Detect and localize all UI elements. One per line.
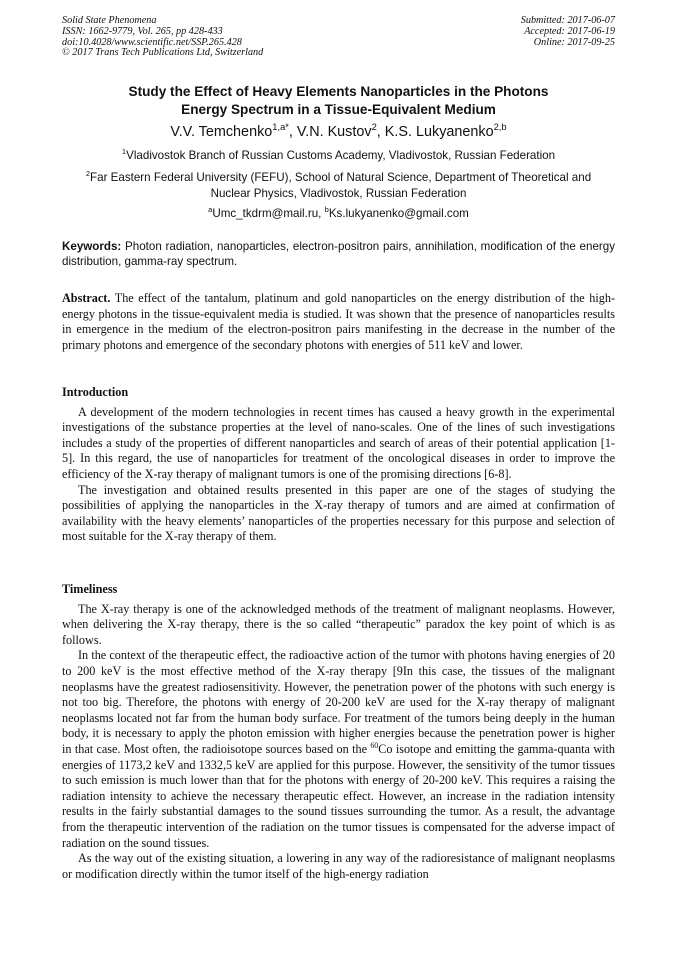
author-separator: , bbox=[376, 124, 385, 140]
dates-info bbox=[521, 16, 615, 48]
timeliness-paragraph-3: As the way out of the existing situation, a lowering in any way of the radioresistance of malignant neoplasms or modification directly within the tumor itself of the high-energy radiation bbox=[62, 851, 615, 881]
author-separator: , bbox=[288, 124, 297, 140]
paragraph-text: In the context of the therapeutic effect, the radioactive action of the tumor with photons having energies of 20 to 200 keV is the most effective method of the X-ray therapy [9In this case, the tissues of the malignant neoplasms have the greatest radiosensitivity. However, the penetration power of the photons with such energy is not too big. Therefore, the photons with energy of 20-200 keV are used for the X-ray therapy of malignant neoplasms located not far from the human body surface. For treatment of the tumors being deeply in the human body, it is necessary to apply the photon emission with higher energies because the penetration power is higher in that case. Most often, the radioisotope sources based on the bbox=[62, 648, 615, 756]
doi-line: doi:10.4028/www.scientific.net/SSP.265.428 bbox=[62, 36, 242, 48]
author-affil-mark: 1,a* bbox=[272, 122, 289, 133]
timeliness-paragraph-1: The X-ray therapy is one of the acknowledged methods of the treatment of malignant neoplasms. However, when delivering the X-ray therapy, there is the so called “therapeutic” paradox the key point of which is as follows. bbox=[62, 601, 615, 647]
affil-text: Far Eastern Federal University (FEFU), School of Natural Science, Department of Theoretical and bbox=[90, 171, 592, 184]
author-affil-mark: 2 bbox=[371, 122, 377, 133]
title-line-2: Energy Spectrum in a Tissue-Equivalent Medium bbox=[181, 101, 496, 117]
paragraph-text: Co isotope and emitting the gamma-quanta with energies of 1173,2 keV and 1332,5 keV are applied for this purpose. However, the sensitivity of the tumor tissues to such emission is much lower than that for the photons with energy of 20-200 keV. This requires a raising the radiation intensity to achieve the necessary therapeutic effect. However, an increase in the radiation intensity results in the fairly substantial damages to the sound tissues surrounding the tumor. As a result, the advantage from the therapeutic intervention of the radiation on the tumor tissues is compensated for the adverse impact of radiation on the sound tissues. bbox=[62, 741, 615, 850]
author-name: V.V. Temchenko bbox=[170, 124, 273, 140]
online-date: Online: 2017-09-25 bbox=[533, 36, 615, 48]
keywords-text: Photon radiation, nanoparticles, electron-positron pairs, annihilation, modification of the energy distribution, gamma-ray spectrum. bbox=[62, 240, 615, 268]
author-name: V.N. Kustov bbox=[296, 124, 372, 140]
email-mark: a bbox=[208, 205, 213, 215]
timeliness-section bbox=[62, 582, 615, 882]
abstract-text: The effect of the tantalum, platinum and gold nanoparticles on the energy distribution of the high-energy photons in the tissue-equivalent media is studied. It was shown that the presence of nanoparticles results in emergence in the medium of the electron-positron pairs manifesting in the decrease in the number of the primary photons and emergence of the secondary photons with energies of 511 keV and lower. bbox=[62, 291, 616, 352]
issn-line: ISSN: 1662-9779, Vol. 265, pp 428-433 bbox=[62, 25, 223, 37]
timeliness-heading: Timeliness bbox=[62, 582, 118, 596]
email-mark: b bbox=[324, 205, 329, 215]
affil-mark: 2 bbox=[85, 169, 91, 179]
journal-name: Solid State Phenomena bbox=[62, 15, 157, 26]
title-line-1: Study the Effect of Heavy Elements Nanoparticles in the Photons bbox=[128, 84, 549, 99]
isotope-mass-number: 60 bbox=[370, 740, 379, 750]
introduction-paragraph-1: A development of the modern technologies in recent times has caused a heavy growth in the experimental investigations of the substance properties at the level of nano-scales. One of the lines of such investigations includes a study of the properties of different nanoparticles and search of areas of their potential application [1-5]. In this regard, the use of nanoparticles for treatment of the oncological diseases in order to improve the efficiency of the X-ray therapy of malignant tumors is one of the promising directions [6-8]. bbox=[62, 404, 615, 481]
email-address: Umc_tkdrm@mail.ru bbox=[212, 207, 319, 220]
abstract-block bbox=[62, 291, 615, 353]
affiliation-2 bbox=[62, 170, 615, 201]
affiliation-1 bbox=[62, 148, 615, 164]
introduction-section bbox=[62, 385, 615, 545]
email-line bbox=[62, 206, 615, 222]
affil-text: Vladivostok Branch of Russian Customs Academy, Vladivostok, Russian Federation bbox=[126, 149, 556, 162]
author-list bbox=[62, 123, 615, 141]
introduction-paragraph-2: The investigation and obtained results presented in this paper are one of the stages of studying the possibilities of applying the nanoparticles in the X-ray therapy of tumors and are aimed at confirmation of availability with the heavy elements’ nanoparticles of the properties necessary for this purpose and selection of most suitable for the X-ray therapy of them. bbox=[62, 482, 615, 544]
accepted-date: Accepted: 2017-06-19 bbox=[524, 25, 615, 37]
keywords-block bbox=[62, 240, 615, 269]
paper-title bbox=[62, 83, 615, 118]
email-separator: , bbox=[318, 207, 325, 220]
copyright-line: © 2017 Trans Tech Publications Ltd, Switzerland bbox=[62, 47, 264, 59]
affil-mark: 1 bbox=[121, 147, 127, 157]
affil-text-cont: Nuclear Physics, Vladivostok, Russian Federation bbox=[210, 186, 467, 200]
abstract-label: Abstract. bbox=[62, 291, 111, 305]
email-address: Ks.lukyanenko@gmail.com bbox=[328, 207, 469, 220]
keywords-label: Keywords: bbox=[62, 240, 122, 253]
author-name: K.S. Lukyanenko bbox=[384, 124, 494, 140]
timeliness-paragraph-2 bbox=[62, 648, 615, 851]
submitted-date: Submitted: 2017-06-07 bbox=[520, 15, 615, 26]
author-affil-mark: 2,b bbox=[493, 122, 507, 133]
introduction-heading: Introduction bbox=[62, 385, 129, 399]
journal-info bbox=[62, 16, 263, 59]
